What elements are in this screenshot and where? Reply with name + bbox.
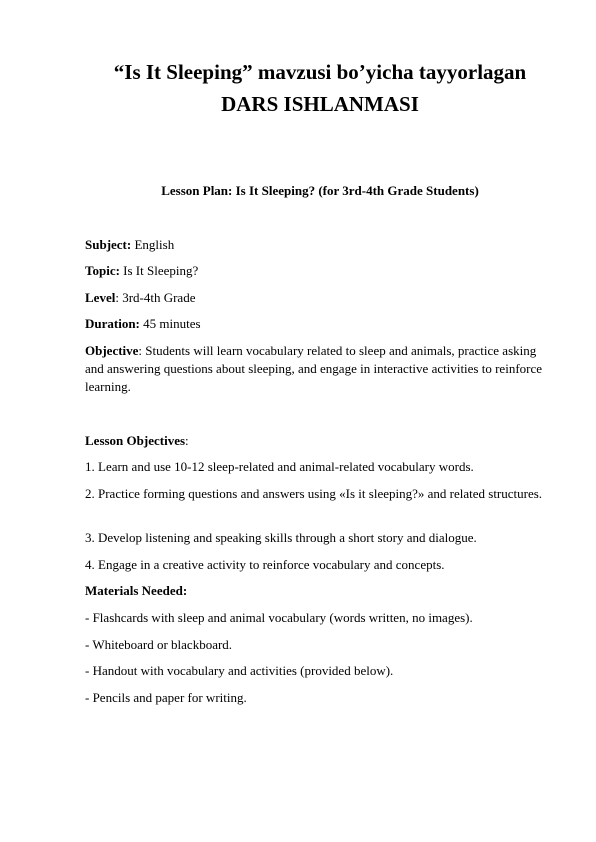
- objectives-heading: [85, 432, 555, 450]
- objective-item: 4. Engage in a creative activity to reinforce vocabulary and concepts.: [85, 557, 445, 572]
- objective-item: 2. Practice forming questions and answers using «Is it sleeping?» and related structures.: [85, 486, 543, 501]
- materials-heading-label: Materials Needed:: [85, 583, 188, 598]
- duration-line: [85, 315, 555, 333]
- objective-label: Objective: [85, 343, 139, 358]
- level-line: [85, 289, 555, 307]
- material-item: - Whiteboard or blackboard.: [85, 637, 233, 652]
- topic-value: Is It Sleeping?: [119, 263, 199, 278]
- topic-line: [85, 262, 555, 280]
- lesson-plan-heading: Lesson Plan: Is It Sleeping? (for 3rd-4th Grade Students): [161, 183, 479, 198]
- material-item: - Pencils and paper for writing.: [85, 690, 247, 705]
- subject-line: [85, 236, 555, 254]
- material-item: - Flashcards with sleep and animal vocabulary (words written, no images).: [85, 610, 473, 625]
- subject-label: Subject:: [85, 237, 132, 252]
- material-item: - Handout with vocabulary and activities (provided below).: [85, 663, 394, 678]
- objective-paragraph: [85, 342, 555, 396]
- level-value: : 3rd-4th Grade: [115, 290, 196, 305]
- level-label: Level: [85, 290, 116, 305]
- objective-item: 3. Develop listening and speaking skills through a short story and dialogue.: [85, 530, 477, 545]
- duration-value: 45 minutes: [139, 316, 201, 331]
- subject-value: English: [131, 237, 175, 252]
- document-title-line2: DARS ISHLANMASI: [221, 92, 419, 116]
- objectives-heading-label: Lesson Objectives: [85, 433, 186, 448]
- topic-label: Topic:: [85, 263, 120, 278]
- materials-heading: [85, 582, 555, 600]
- objective-item: 1. Learn and use 10-12 sleep-related and animal-related vocabulary words.: [85, 459, 474, 474]
- duration-label: Duration:: [85, 316, 140, 331]
- objective-value: : Students will learn vocabulary related to sleep and animals, practice asking and answering questions about sleeping, and engage in interactive activities to reinforce learning.: [85, 343, 543, 394]
- document-title-line1: “Is It Sleeping” mavzusi bo’yicha tayyorlagan: [113, 60, 527, 84]
- objectives-heading-colon: :: [185, 433, 189, 448]
